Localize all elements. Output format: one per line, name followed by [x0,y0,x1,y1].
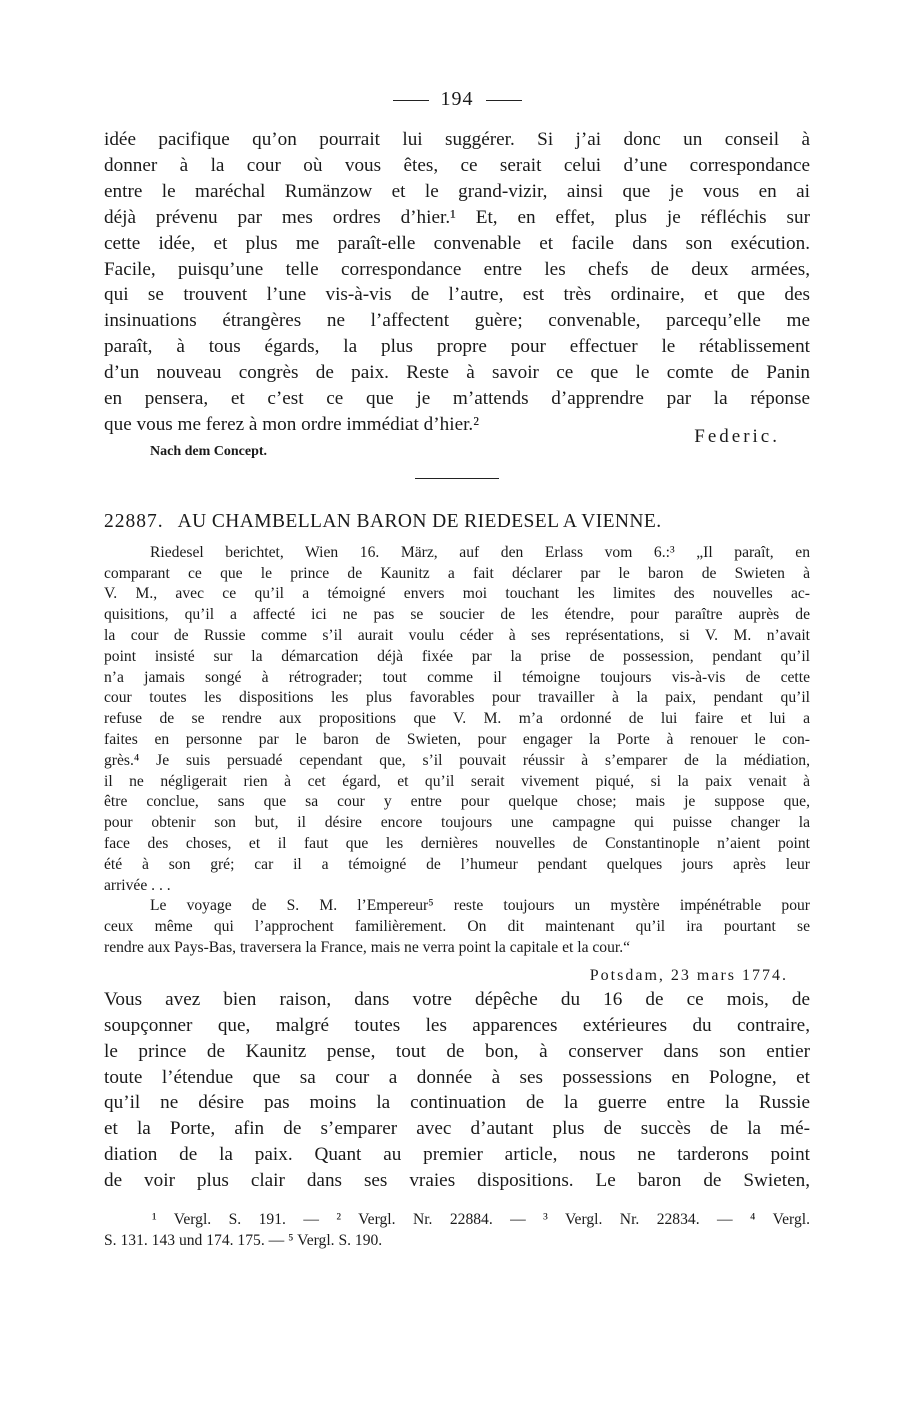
letter-body-line: diation de la paix. Quant au premier article, nous ne tarderons point [104,1144,810,1166]
report-line: quisitions, qu’il a affecté ici ne pas se soucier de les étendre, pour paraître auprès de [104,606,810,624]
document-page [104,88,810,1251]
report-line: rendre aux Pays-Bas, traversera la France, mais ne verra point la capitale et la cour.“ [104,939,631,957]
main-text-line: entre le maréchal Rumänzow et le grand-vizir, ainsi que je vous en ai [104,180,810,202]
letter-body-line: Vous avez bien raison, dans votre dépêche du 16 de ce mois, de [104,988,810,1010]
letter-body [104,987,810,1194]
letter-body-line: le prince de Kaunitz pense, tout de bon, à conserver dans son entier [104,1040,810,1062]
report-line: été à son gré; car il a témoigné de l’humeur pendant quelques jours après leur [104,855,810,873]
letter-heading [104,511,810,533]
page-number-dash-right [486,100,522,101]
letter-body-line: qu’il ne désire pas moins la continuation de la guerre entre la Russie [104,1092,810,1114]
report-line: cour toutes les dispositions les plus favorables pour travailler à la paix, pendant qu’il [104,689,810,707]
letter-body-line: soupçonner que, malgré toutes les apparences extérieures du contraire, [104,1014,810,1036]
report-line: point insisté sur la démarcation déjà fixée par la prise de possession, pendant qu’il [104,647,810,665]
main-text-block [104,127,810,438]
footnotes [104,1210,810,1251]
main-text-line: déjà prévenu par mes ordres d’hier.¹ Et, en effet, plus je réfléchis sur [104,206,810,228]
report-line: grès.⁴ Je suis persuadé cependant que, s’il pouvait réussir à s’emparer de la médiation, [104,751,810,769]
main-text-line: insinuations étrangères ne l’affectent guère; convenable, parcequ’elle me [104,310,810,332]
letter-body-line: et la Porte, afin de s’emparer avec d’autant plus de succès de la mé- [104,1118,810,1140]
report-line: la cour de Russie comme s’il aurait voulu céder à ses représentations, si V. M. n’avait [104,627,810,645]
main-text-line: Facile, puisqu’une telle correspondance entre les chefs de deux armées, [104,258,810,280]
report-summary [104,543,810,959]
report-line: faites en personne par le baron de Swieten, pour engager la Porte à renouer le con- [104,731,810,749]
page-number: 194 [440,88,474,110]
report-line: comparant ce que le prince de Kaunitz a fait déclarer par le baron de Swieten à [104,564,810,582]
main-text-line: cette idée, et plus me paraît-elle convenable et facile dans son exécution. [104,232,810,254]
main-text-line: que vous me ferez à mon ordre immédiat d’hier.² [104,413,479,435]
main-text-line: idée pacifique qu’on pourrait lui suggérer. Si j’ai donc un conseil à [104,129,810,150]
letter-title: AU CHAMBELLAN BARON DE RIEDESEL A VIENNE. [177,510,662,532]
main-text-line: qui se trouvent l’une vis-à-vis de l’autre, est très ordinaire, et que des [104,284,810,306]
section-divider [415,478,499,479]
footnote-line: S. 131. 143 und 174. 175. — ⁵ Vergl. S. 190. [104,1231,383,1249]
report-line: refuse de se rendre aux propositions que V. M. m’a ordonné de lui faire et lui a [104,710,810,728]
footnote-line: ¹ Vergl. S. 191. — ² Vergl. Nr. 22884. — ³ Vergl. Nr. 22834. — ⁴ Vergl. [152,1211,810,1229]
report-line: ceux même qui l’approchent familièrement. On dit maintenant qu’il ira pourtant se [104,918,810,936]
source-note: Nach dem Concept. [150,443,268,459]
signature-row [104,425,810,464]
report-line: être conclue, sans que sa cour y entre pour quelque chose; mais je suppose que, [104,793,810,811]
report-line: V. M., avec ce qu’il a témoigné envers moi touchant les limites des nouvelles ac- [104,585,810,603]
report-line: pour obtenir son but, il désire encore toujours une campagne qui puisse changer la [104,814,810,832]
report-line: face des choses, et il faut que les dernières nouvelles de Constantinople n’aient point [104,835,810,853]
main-text-line: en pensera, et c’est ce que je m’attends d’apprendre par la réponse [104,388,810,410]
page-number-dash-left [393,100,429,101]
report-line: Riedesel berichtet, Wien 16. März, auf den Erlass vom 6.:³ „Il paraît, en [150,543,810,561]
dateline: Potsdam, 23 mars 1774. [589,966,788,984]
page-number-header [104,88,810,111]
main-text-line: paraît, à tous égards, la plus propre pour effectuer le rétablissement [104,336,810,358]
report-line: n’a jamais songé à rétrograder; tout comme il témoigne toujours vis-à-vis de cette [104,668,810,686]
report-line: arrivée . . . [104,876,171,894]
letter-body-line: de voir plus clair dans ses vraies dispositions. Le baron de Swieten, [104,1170,810,1192]
main-text-line: d’un nouveau congrès de paix. Reste à savoir ce que le comte de Panin [104,362,810,384]
letter-body-line: toute l’étendue que sa cour a donnée à ses possessions en Pologne, et [104,1066,810,1088]
letter-number: 22887. [104,510,164,532]
report-line: Le voyage de S. M. l’Empereur⁵ reste toujours un mystère impénétrable pour [150,897,810,915]
main-text-line: donner à la cour où vous êtes, ce serait celui d’une correspondance [104,154,810,176]
report-line: il ne négligerait rien à cet égard, et qu’il serait vivement piqué, si la paix venait à [104,772,810,790]
signature: Federic. [694,425,780,447]
